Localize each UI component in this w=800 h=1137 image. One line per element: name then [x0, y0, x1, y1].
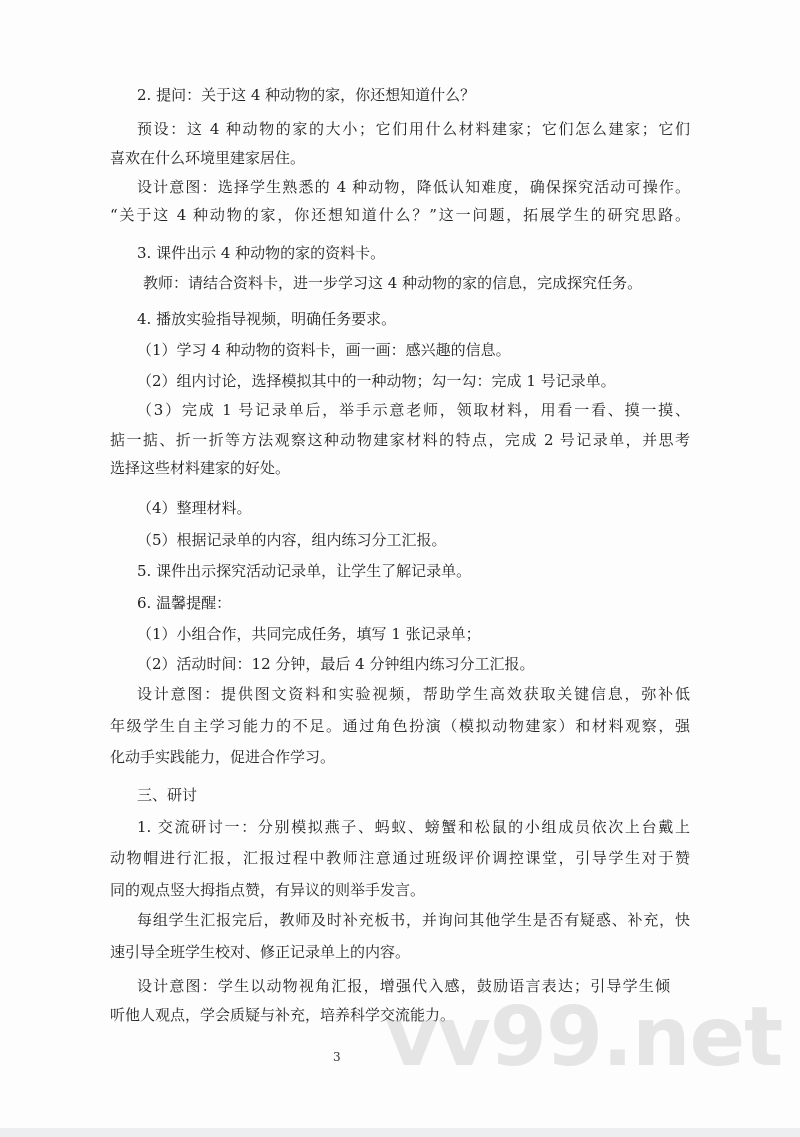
page-bottom-edge: [0, 1128, 800, 1137]
text-line: （2）活动时间：12 分钟，最后 4 分钟组内练习分工汇报。: [137, 655, 535, 673]
text-line: （4）整理材料。: [137, 499, 252, 517]
text-line: （1）小组合作，共同完成任务，填写 1 张记录单；: [137, 625, 481, 643]
text-line: （2）组内讨论，选择模拟其中的一种动物；勾一勾：完成 1 号记录单。: [137, 372, 616, 390]
text-line: 选择这些材料建家的好处。: [110, 459, 291, 477]
page-number: 3: [333, 1050, 341, 1064]
text-line: （3）完成 1 号记录单后，举手示意老师，领取材料，用看一看、摸一摸、: [137, 401, 690, 419]
text-line: “关于这 4 种动物的家，你还想知道什么？”这一问题，拓展学生的研究思路。: [110, 206, 690, 224]
text-line: 2. 提问：关于这 4 种动物的家，你还想知道什么？: [137, 86, 476, 104]
text-line: 设计意图：提供图文资料和实验视频，帮助学生高效获取关键信息，弥补低: [137, 685, 690, 703]
text-line: 年级学生自主学习能力的不足。通过角色扮演（模拟动物建家）和材料观察，强: [110, 717, 690, 735]
text-line: 6. 温馨提醒：: [137, 594, 232, 612]
text-line: 教师：请结合资料卡，进一步学习这 4 种动物的家的信息，完成探究任务。: [143, 274, 643, 292]
text-line: 预设：这 4 种动物的家的大小；它们用什么材料建家；它们怎么建家；它们: [137, 120, 690, 138]
text-line: 化动手实践能力，促进合作学习。: [110, 748, 336, 766]
text-line: （5）根据记录单的内容，组内练习分工汇报。: [137, 531, 447, 549]
text-line: 每组学生汇报完后，教师及时补充板书，并询问其他学生是否有疑惑、补充，快: [137, 911, 690, 929]
text-line: 4. 播放实验指导视频，明确任务要求。: [137, 310, 397, 328]
text-line: 掂一掂、折一折等方法观察这种动物建家材料的特点，完成 2 号记录单，并思考: [110, 431, 690, 449]
text-line: 1. 交流研讨一：分别模拟燕子、蚂蚁、螃蟹和松鼠的小组成员依次上台戴上: [137, 818, 690, 836]
text-line: 设计意图：学生以动物视角汇报，增强代入感，鼓励语言表达；引导学生倾: [137, 977, 670, 995]
text-line: 三、研讨: [137, 786, 198, 804]
text-line: 同的观点竖大拇指点赞，有异议的则举手发言。: [110, 881, 426, 899]
text-line: 听他人观点，学会质疑与补充，培养科学交流能力。: [110, 1006, 456, 1024]
text-line: 动物帽进行汇报，汇报过程中教师注意通过班级评价调控课堂，引导学生对于赞: [110, 849, 690, 867]
watermark: vv99.net: [385, 990, 783, 1085]
text-line: 速引导全班学生校对、修正记录单上的内容。: [110, 943, 411, 961]
text-line: 3. 课件出示 4 种动物的家的资料卡。: [137, 244, 386, 262]
text-line: 设计意图：选择学生熟悉的 4 种动物，降低认知难度，确保探究活动可操作。: [137, 178, 690, 196]
text-line: 喜欢在什么环境里建家居住。: [110, 149, 306, 167]
text-line: （1）学习 4 种动物的资料卡，画一画：感兴趣的信息。: [137, 341, 511, 359]
text-line: 5. 课件出示探究活动记录单，让学生了解记录单。: [137, 562, 472, 580]
